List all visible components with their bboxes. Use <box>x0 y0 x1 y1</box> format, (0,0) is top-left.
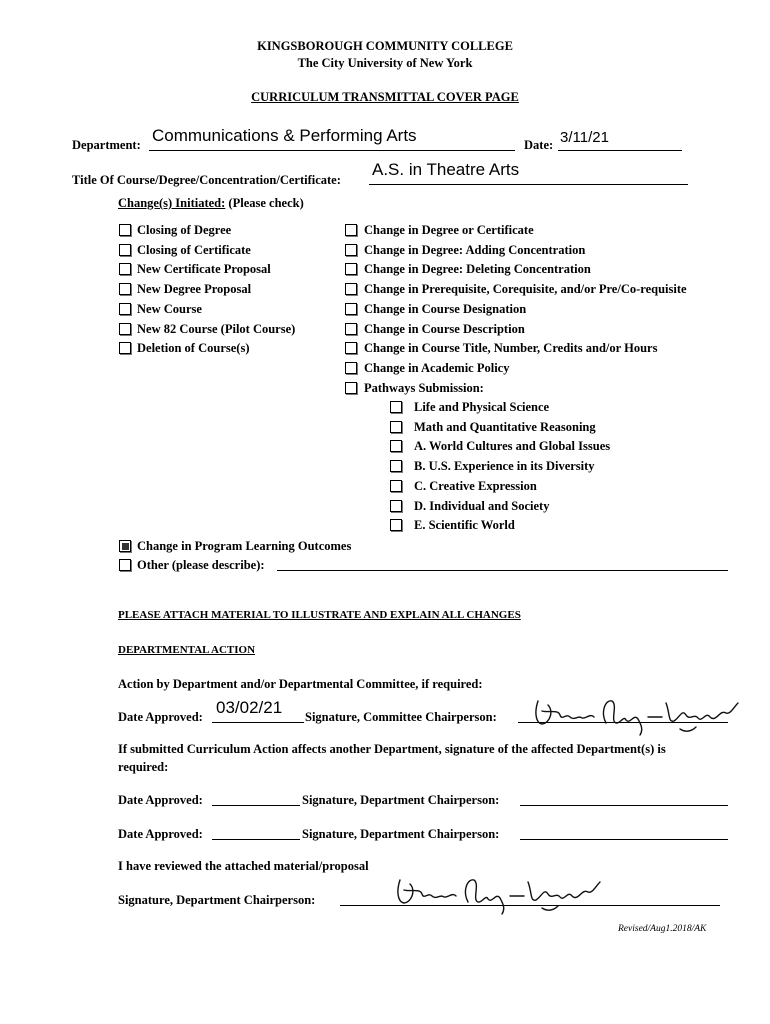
change-in-course-description-checkbox[interactable] <box>345 323 357 335</box>
b-u-s-experience-in-its-diversity-label: B. U.S. Experience in its Diversity <box>414 459 595 474</box>
new-82-course-pilot-course-label: New 82 Course (Pilot Course) <box>137 321 296 336</box>
dept-chair-signature-field-2[interactable] <box>520 839 728 840</box>
math-and-quantitative-reasoning-checkbox[interactable] <box>390 421 402 433</box>
new-certificate-proposal-checkbox[interactable] <box>119 263 131 275</box>
new-82-course-pilot-course-checkbox[interactable] <box>119 323 131 335</box>
date-label: Date: <box>524 138 554 152</box>
new-degree-proposal-label: New Degree Proposal <box>137 282 252 297</box>
date-approved-field-3[interactable] <box>212 839 300 840</box>
date-field[interactable]: 3/11/21 <box>560 129 609 146</box>
closing-of-certificate-checkbox[interactable] <box>119 244 131 256</box>
change-in-academic-policy-checkbox[interactable] <box>345 362 357 374</box>
b-u-s-experience-in-its-diversity-checkbox[interactable] <box>390 460 402 472</box>
change-in-degree-deleting-concentration-checkbox[interactable] <box>345 263 357 275</box>
program-outcomes-checkbox[interactable] <box>119 540 131 552</box>
change-in-course-title-number-credits-and-or-hours-label: Change in Course Title, Number, Credits and/or Hours <box>364 341 658 356</box>
dept-chair-signature-field[interactable] <box>520 805 728 806</box>
change-in-degree-adding-concentration-label: Change in Degree: Adding Concentration <box>364 242 586 257</box>
change-in-prerequisite-corequisite-and-or-pre-co-requisite-label: Change in Prerequisite, Corequisite, and/or Pre/Co-requisite <box>364 282 687 297</box>
other-describe-field[interactable] <box>277 570 728 571</box>
other-label: Other (please describe): <box>137 558 265 572</box>
pathways-submission-checkbox[interactable] <box>345 382 357 394</box>
deletion-of-course-s-label: Deletion of Course(s) <box>137 341 250 356</box>
title-label: Title Of Course/Degree/Concentration/Certificate: <box>72 173 341 187</box>
final-signature-image <box>392 872 607 917</box>
a-world-cultures-and-global-issues-label: A. World Cultures and Global Issues <box>414 439 611 454</box>
c-creative-expression-checkbox[interactable] <box>390 480 402 492</box>
e-scientific-world-label: E. Scientific World <box>414 518 515 533</box>
date-approved-label: Date Approved: <box>118 710 203 724</box>
change-in-course-designation-label: Change in Course Designation <box>364 301 527 316</box>
change-in-degree-or-certificate-label: Change in Degree or Certificate <box>364 223 534 237</box>
e-scientific-world-checkbox[interactable] <box>390 519 402 531</box>
other-checkbox[interactable] <box>119 559 131 571</box>
change-in-academic-policy-label: Change in Academic Policy <box>364 360 510 375</box>
math-and-quantitative-reasoning-label: Math and Quantitative Reasoning <box>414 419 596 434</box>
action-prompt: Action by Department and/or Departmental Committee, if required: <box>118 677 483 691</box>
closing-of-degree-label: Closing of Degree <box>137 223 232 237</box>
committee-signature-image <box>530 693 745 738</box>
affects-note: If submitted Curriculum Action affects another Department, signature of the affected Department(s) is <box>118 742 666 756</box>
change-in-course-title-number-credits-and-or-hours-checkbox[interactable] <box>345 342 357 354</box>
date-approved-field[interactable]: 03/02/21 <box>216 698 283 717</box>
pathways-submission-label: Pathways Submission: <box>364 380 484 395</box>
date-approved-label-2: Date Approved: <box>118 793 203 807</box>
change-in-degree-or-certificate-checkbox[interactable] <box>345 224 357 236</box>
life-and-physical-science-checkbox[interactable] <box>390 401 402 413</box>
change-in-degree-adding-concentration-checkbox[interactable] <box>345 244 357 256</box>
dept-chair-signature-label: Signature, Department Chairperson: <box>302 793 500 807</box>
a-world-cultures-and-global-issues-checkbox[interactable] <box>390 440 402 452</box>
attach-notice: PLEASE ATTACH MATERIAL TO ILLUSTRATE AND EXPLAIN ALL CHANGES <box>118 609 521 621</box>
date-approved-label-3: Date Approved: <box>118 827 203 841</box>
change-in-prerequisite-corequisite-and-or-pre-co-requisite-checkbox[interactable] <box>345 283 357 295</box>
d-individual-and-society-checkbox[interactable] <box>390 500 402 512</box>
dept-chair-signature-label-2: Signature, Department Chairperson: <box>302 827 500 841</box>
reviewed-note: I have reviewed the attached material/proposal <box>118 859 369 873</box>
page-title: CURRICULUM TRANSMITTAL COVER PAGE <box>251 90 519 104</box>
program-outcomes-label: Change in Program Learning Outcomes <box>137 539 352 553</box>
committee-signature-label: Signature, Committee Chairperson: <box>305 710 497 724</box>
new-degree-proposal-checkbox[interactable] <box>119 283 131 295</box>
department-label: Department: <box>72 138 141 152</box>
change-in-degree-deleting-concentration-label: Change in Degree: Deleting Concentration <box>364 262 591 277</box>
changes-heading: Change(s) Initiated: (Please check) <box>118 196 304 210</box>
title-field[interactable]: A.S. in Theatre Arts <box>372 160 520 179</box>
change-in-course-description-label: Change in Course Description <box>364 321 525 336</box>
university-name: The City University of New York <box>297 56 473 70</box>
new-course-checkbox[interactable] <box>119 303 131 315</box>
revision-note: Revised/Aug1.2018/AK <box>618 924 707 934</box>
departmental-heading: DEPARTMENTAL ACTION <box>118 644 256 656</box>
c-creative-expression-label: C. Creative Expression <box>414 478 537 493</box>
affects-note-2: required: <box>118 760 169 774</box>
department-field[interactable]: Communications & Performing Arts <box>152 126 417 145</box>
final-signature-label: Signature, Department Chairperson: <box>118 893 316 907</box>
institution-name: KINGSBOROUGH COMMUNITY COLLEGE <box>257 39 513 53</box>
new-certificate-proposal-label: New Certificate Proposal <box>137 262 271 277</box>
closing-of-degree-checkbox[interactable] <box>119 224 131 236</box>
deletion-of-course-s-checkbox[interactable] <box>119 342 131 354</box>
d-individual-and-society-label: D. Individual and Society <box>414 498 550 513</box>
life-and-physical-science-label: Life and Physical Science <box>414 400 550 414</box>
date-approved-field-2[interactable] <box>212 805 300 806</box>
new-course-label: New Course <box>137 301 202 316</box>
change-in-course-designation-checkbox[interactable] <box>345 303 357 315</box>
closing-of-certificate-label: Closing of Certificate <box>137 242 251 257</box>
